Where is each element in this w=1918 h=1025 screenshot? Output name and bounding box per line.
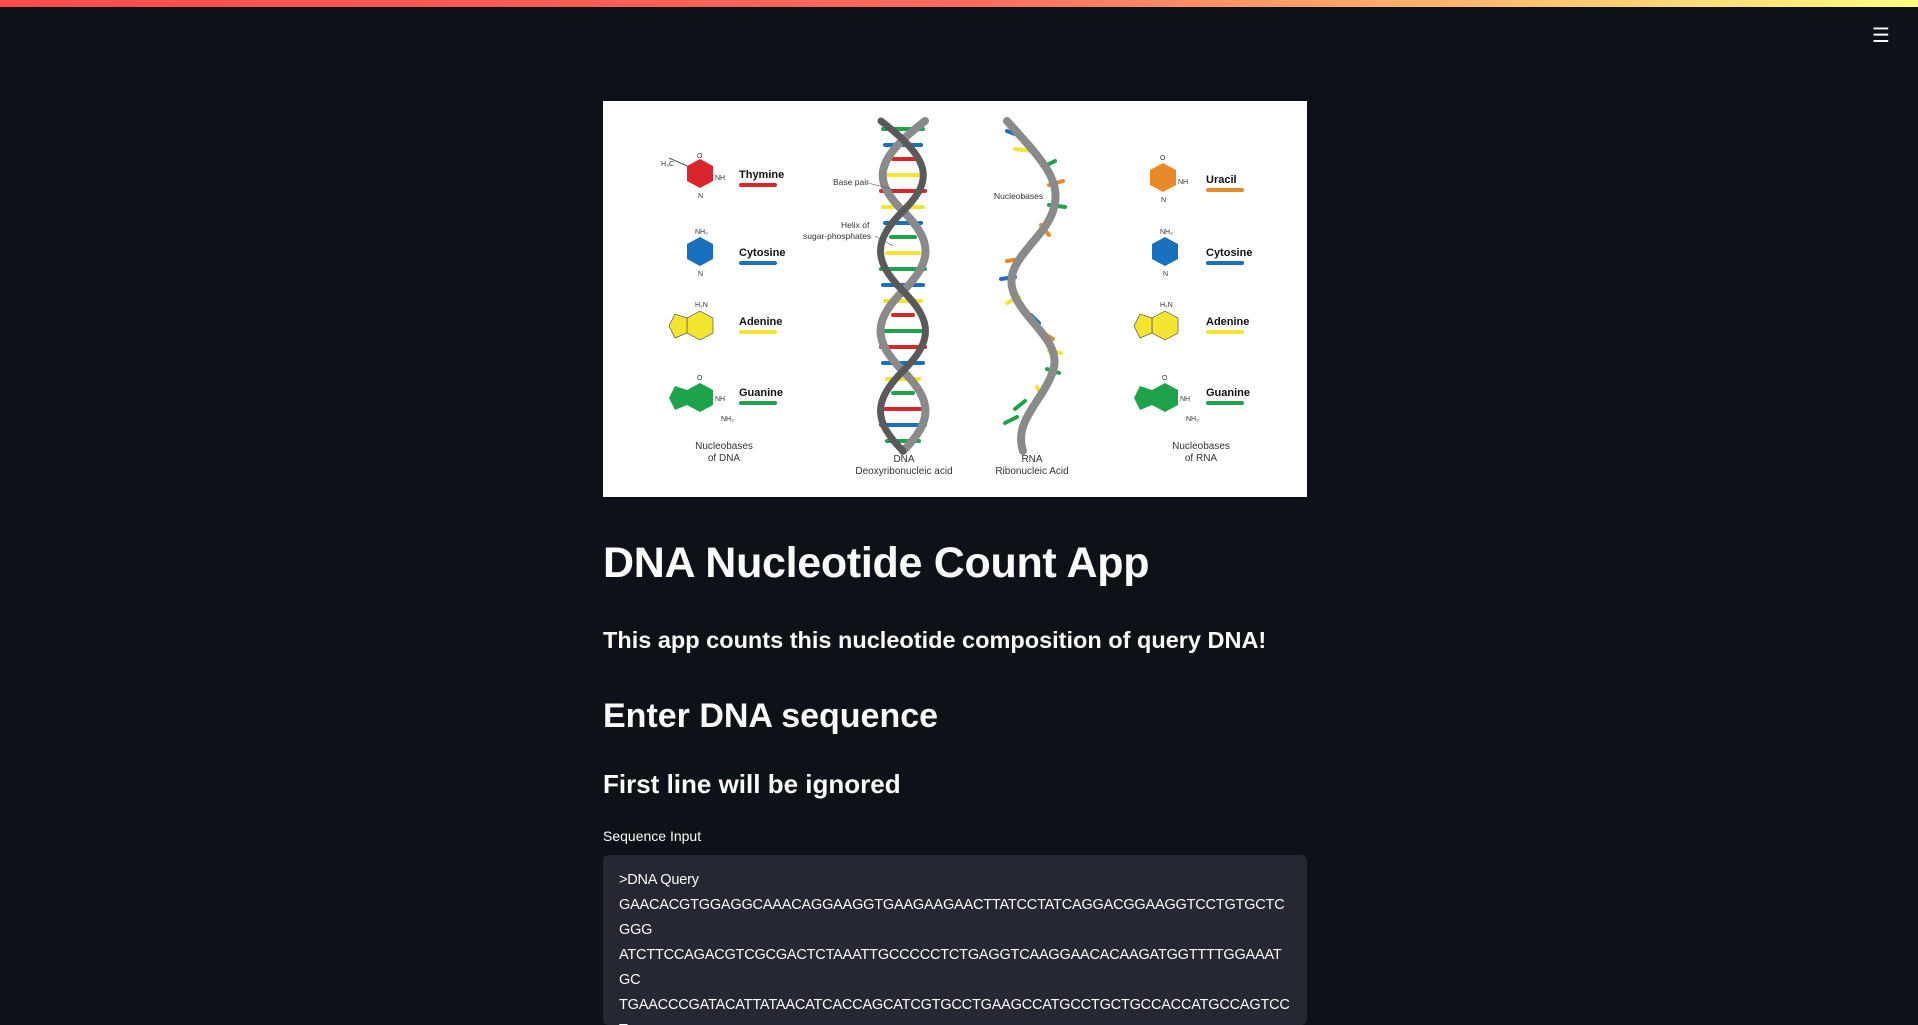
main-content (603, 101, 1307, 1025)
page-title: DNA Nucleotide Count App (603, 539, 1150, 587)
dna-rna-illustration (603, 101, 1307, 497)
svg-text:N: N (1163, 271, 1169, 278)
svg-text:Helix of: Helix of (841, 220, 870, 230)
svg-text:of DNA: of DNA (707, 453, 741, 464)
svg-text:N: N (698, 193, 704, 200)
svg-text:O: O (697, 375, 703, 382)
top-decoration-bar (0, 0, 1918, 7)
svg-text:NH: NH (1178, 179, 1189, 186)
svg-text:NH₂: NH₂ (1160, 229, 1173, 236)
svg-text:NH: NH (1180, 396, 1191, 403)
svg-text:DNA: DNA (893, 454, 915, 465)
svg-text:O: O (1160, 155, 1166, 162)
svg-text:sugar-phosphates: sugar-phosphates (803, 231, 872, 241)
svg-text:H₃C: H₃C (661, 161, 674, 168)
svg-text:NH₂: NH₂ (695, 229, 708, 236)
svg-text:Uracil: Uracil (1206, 174, 1237, 186)
svg-text:O: O (1162, 375, 1168, 382)
svg-text:O: O (697, 153, 703, 160)
sub-heading: First line will be ignored (603, 769, 901, 799)
svg-text:NH: NH (715, 175, 726, 182)
svg-text:Nucleobases: Nucleobases (695, 441, 753, 452)
svg-text:Base pair: Base pair (833, 177, 869, 187)
sequence-input[interactable] (603, 855, 1307, 1025)
thymine-label: Thymine (739, 169, 785, 181)
svg-text:Cytosine: Cytosine (1206, 247, 1253, 259)
svg-text:Guanine: Guanine (1206, 387, 1251, 399)
hamburger-menu-icon[interactable]: ☰ (1872, 24, 1890, 47)
section-heading: Enter DNA sequence (603, 697, 939, 735)
svg-text:of RNA: of RNA (1184, 453, 1218, 464)
svg-text:Ribonucleic Acid: Ribonucleic Acid (995, 466, 1069, 477)
svg-text:NH₂: NH₂ (1186, 416, 1199, 423)
svg-text:Cytosine: Cytosine (739, 247, 786, 259)
svg-text:H₂N: H₂N (1160, 302, 1173, 309)
svg-text:H₂N: H₂N (695, 302, 708, 309)
svg-text:Nucleobases: Nucleobases (994, 191, 1044, 201)
svg-text:NH: NH (715, 396, 726, 403)
svg-text:NH₂: NH₂ (721, 416, 734, 423)
sequence-input-label: Sequence Input (603, 828, 702, 844)
svg-text:Adenine: Adenine (739, 316, 783, 328)
svg-text:Adenine: Adenine (1206, 316, 1250, 328)
svg-text:Nucleobases: Nucleobases (1172, 441, 1230, 452)
svg-text:Guanine: Guanine (739, 387, 784, 399)
svg-text:N: N (698, 271, 704, 278)
svg-text:Deoxyribonucleic acid: Deoxyribonucleic acid (855, 466, 953, 477)
svg-text:RNA: RNA (1021, 454, 1043, 465)
svg-text:N: N (1161, 197, 1167, 204)
page-subtitle: This app counts this nucleotide composition of query DNA! (603, 627, 1267, 653)
